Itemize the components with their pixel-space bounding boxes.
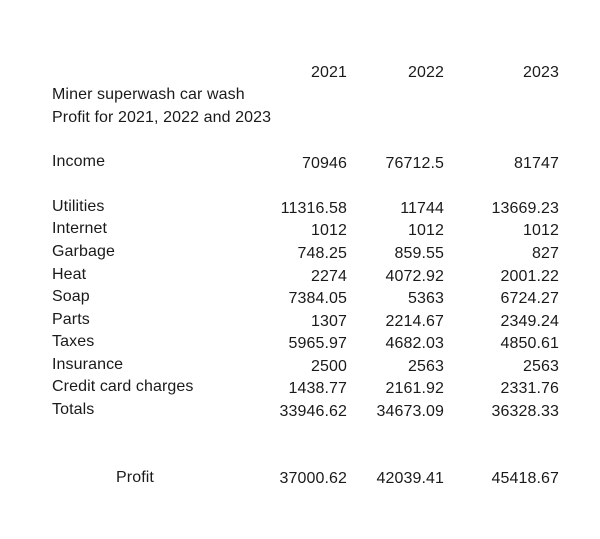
expense-taxes-2022: 4682.03	[385, 335, 444, 352]
expense-garbage-2022: 859.55	[394, 245, 444, 262]
expense-label-soap: Soap	[52, 288, 90, 305]
expense-label-internet: Internet	[52, 220, 108, 237]
expense-utilities-2023: 13669.23	[491, 200, 559, 217]
expense-label-taxes: Taxes	[52, 333, 95, 350]
year-header-2023: 2023	[523, 64, 559, 81]
income-2022: 76712.5	[385, 155, 444, 172]
expense-internet-2023: 1012	[523, 222, 559, 239]
income-2023: 81747	[514, 155, 559, 172]
expense-garbage-2023: 827	[532, 245, 559, 262]
totals-2021: 33946.62	[279, 403, 347, 420]
profit-2021: 37000.62	[279, 470, 347, 487]
expense-heat-2022: 4072.92	[385, 268, 444, 285]
year-header-2022: 2022	[408, 64, 444, 81]
expense-heat-2021: 2274	[311, 268, 347, 285]
expense-label-insurance: Insurance	[52, 356, 124, 373]
expense-insurance-2023: 2563	[523, 358, 559, 375]
expense-label-credit-card-charges: Credit card charges	[52, 378, 194, 395]
expense-credit-card-charges-2022: 2161.92	[385, 380, 444, 397]
document-title: Miner superwash car wash	[52, 86, 245, 103]
income-label: Income	[52, 153, 106, 170]
expense-label-heat: Heat	[52, 266, 87, 283]
expense-parts-2022: 2214.67	[385, 313, 444, 330]
expense-utilities-2021: 11316.58	[280, 200, 347, 217]
profit-label: Profit	[116, 469, 154, 486]
expense-label-utilities: Utilities	[52, 198, 105, 215]
totals-2022: 34673.09	[376, 403, 444, 420]
expense-parts-2021: 1307	[311, 313, 347, 330]
expense-soap-2022: 5363	[408, 290, 444, 307]
expense-soap-2021: 7384.05	[288, 290, 347, 307]
totals-2023: 36328.33	[491, 403, 559, 420]
expense-credit-card-charges-2023: 2331.76	[500, 380, 559, 397]
expense-label-parts: Parts	[52, 311, 90, 328]
expense-internet-2022: 1012	[408, 222, 444, 239]
income-2021: 70946	[302, 155, 347, 172]
expense-heat-2023: 2001.22	[500, 268, 559, 285]
expense-internet-2021: 1012	[311, 222, 347, 239]
year-header-2021: 2021	[311, 64, 347, 81]
expense-garbage-2021: 748.25	[297, 245, 347, 262]
expense-parts-2023: 2349.24	[500, 313, 559, 330]
expense-label-garbage: Garbage	[52, 243, 115, 260]
profit-2023: 45418.67	[491, 470, 559, 487]
profit-2022: 42039.41	[376, 470, 444, 487]
totals-label: Totals	[52, 401, 95, 418]
expense-insurance-2022: 2563	[408, 358, 444, 375]
document-subtitle: Profit for 2021, 2022 and 2023	[52, 109, 272, 126]
expense-taxes-2021: 5965.97	[288, 335, 347, 352]
expense-insurance-2021: 2500	[311, 358, 347, 375]
expense-taxes-2023: 4850.61	[500, 335, 559, 352]
expense-utilities-2022: 11744	[400, 200, 444, 217]
expense-soap-2023: 6724.27	[500, 290, 559, 307]
expense-credit-card-charges-2021: 1438.77	[288, 380, 347, 397]
